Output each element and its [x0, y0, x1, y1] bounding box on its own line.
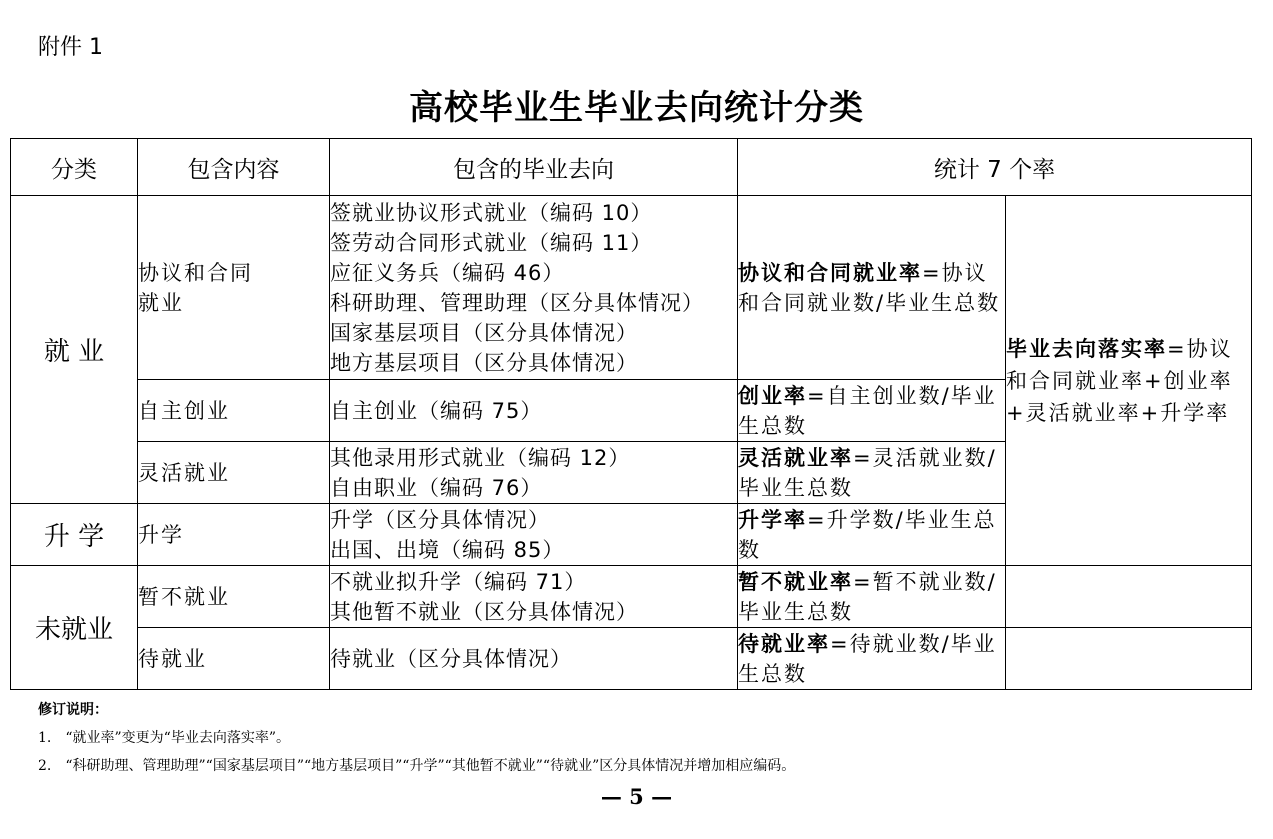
overall-rate-formula: =协议和合同就业率+创业率+灵活就业率+升学率 — [1006, 336, 1233, 425]
classification-table — [10, 138, 1252, 690]
header-content: 包含内容 — [138, 139, 330, 196]
empty-cell — [1006, 628, 1252, 690]
table-row — [11, 628, 1252, 690]
revision-notes — [38, 696, 795, 780]
category-employment: 就 业 — [11, 196, 138, 504]
rate-agreement — [738, 196, 1006, 380]
destination-item: 签劳动合同形式就业（编码 11） — [330, 230, 653, 255]
destination-item: 签就业协议形式就业（编码 10） — [330, 200, 653, 225]
notes-heading: 修订说明： — [38, 702, 108, 718]
rate-flexible — [738, 442, 1006, 504]
subcategory-flexible: 灵活就业 — [138, 442, 330, 504]
destination-item: 其他录用形式就业（编码 12） — [330, 445, 631, 470]
category-unemployed: 未就业 — [11, 566, 138, 690]
subcategory-line: 就业 — [138, 290, 184, 315]
destination-item: 国家基层项目（区分具体情况） — [330, 320, 638, 345]
header-category: 分类 — [11, 139, 138, 196]
header-rates: 统计 7 个率 — [738, 139, 1252, 196]
subcategory-temp-unemployed: 暂不就业 — [138, 566, 330, 628]
destination-item: 地方基层项目（区分具体情况） — [330, 350, 638, 375]
rate-formula: =灵活就业数/毕业生总数 — [738, 445, 997, 500]
rate-waiting — [738, 628, 1006, 690]
destination-item: 自由职业（编码 76） — [330, 475, 543, 500]
destination-item: 出国、出境（编码 85） — [330, 537, 565, 562]
destinations-self-employed — [330, 380, 738, 442]
destination-item: 升学（区分具体情况） — [330, 507, 550, 532]
subcategory-agreement — [138, 196, 330, 380]
rate-formula: =协议和合同就业数/毕业生总数 — [738, 260, 1001, 315]
empty-cell — [1006, 566, 1252, 628]
table-row — [11, 566, 1252, 628]
destinations-agreement — [330, 196, 738, 380]
destination-item: 自主创业（编码 75） — [330, 398, 543, 423]
overall-rate-name: 毕业去向落实率 — [1006, 336, 1167, 361]
table-row — [11, 196, 1252, 380]
destination-item: 待就业（区分具体情况） — [330, 646, 572, 671]
header-row — [11, 139, 1252, 196]
note-item: 2. “科研助理、管理助理”“国家基层项目”“地方基层项目”“升学”“其他暂不就业”“待就业”区分具体情况并增加相应编码。 — [38, 758, 796, 774]
destinations-temp-unemployed — [330, 566, 738, 628]
rate-formula: =升学数/毕业生总数 — [738, 507, 997, 562]
rate-name: 升学率 — [738, 507, 807, 532]
destination-item: 应征义务兵（编码 46） — [330, 260, 565, 285]
rate-name: 暂不就业率 — [738, 569, 853, 594]
destination-item: 不就业拟升学（编码 71） — [330, 569, 587, 594]
rate-formula: =待就业数/毕业生总数 — [738, 631, 997, 686]
destination-item: 其他暂不就业（区分具体情况） — [330, 599, 638, 624]
destinations-further-study — [330, 504, 738, 566]
subcategory-further-study: 升学 — [138, 504, 330, 566]
attachment-label: 附件 1 — [38, 35, 103, 60]
subcategory-self-employed: 自主创业 — [138, 380, 330, 442]
destination-item: 科研助理、管理助理（区分具体情况） — [330, 290, 704, 315]
destinations-waiting — [330, 628, 738, 690]
header-destinations: 包含的毕业去向 — [330, 139, 738, 196]
rate-name: 创业率 — [738, 383, 807, 408]
rate-name: 灵活就业率 — [738, 445, 853, 470]
page-number: — 5 — — [600, 784, 673, 809]
rate-formula: =暂不就业数/毕业生总数 — [738, 569, 997, 624]
subcategory-line: 协议和合同 — [138, 260, 253, 285]
rate-self-employed — [738, 380, 1006, 442]
note-item: 1. “就业率”变更为“毕业去向落实率”。 — [38, 730, 290, 746]
rate-further-study — [738, 504, 1006, 566]
destinations-flexible — [330, 442, 738, 504]
category-further-study: 升 学 — [11, 504, 138, 566]
rate-name: 待就业率 — [738, 631, 830, 656]
rate-temp-unemployed — [738, 566, 1006, 628]
rate-name: 协议和合同就业率 — [738, 260, 922, 285]
document-title: 高校毕业生毕业去向统计分类 — [409, 88, 864, 128]
rate-overall — [1006, 196, 1252, 566]
subcategory-waiting: 待就业 — [138, 628, 330, 690]
rate-formula: =自主创业数/毕业生总数 — [738, 383, 997, 438]
